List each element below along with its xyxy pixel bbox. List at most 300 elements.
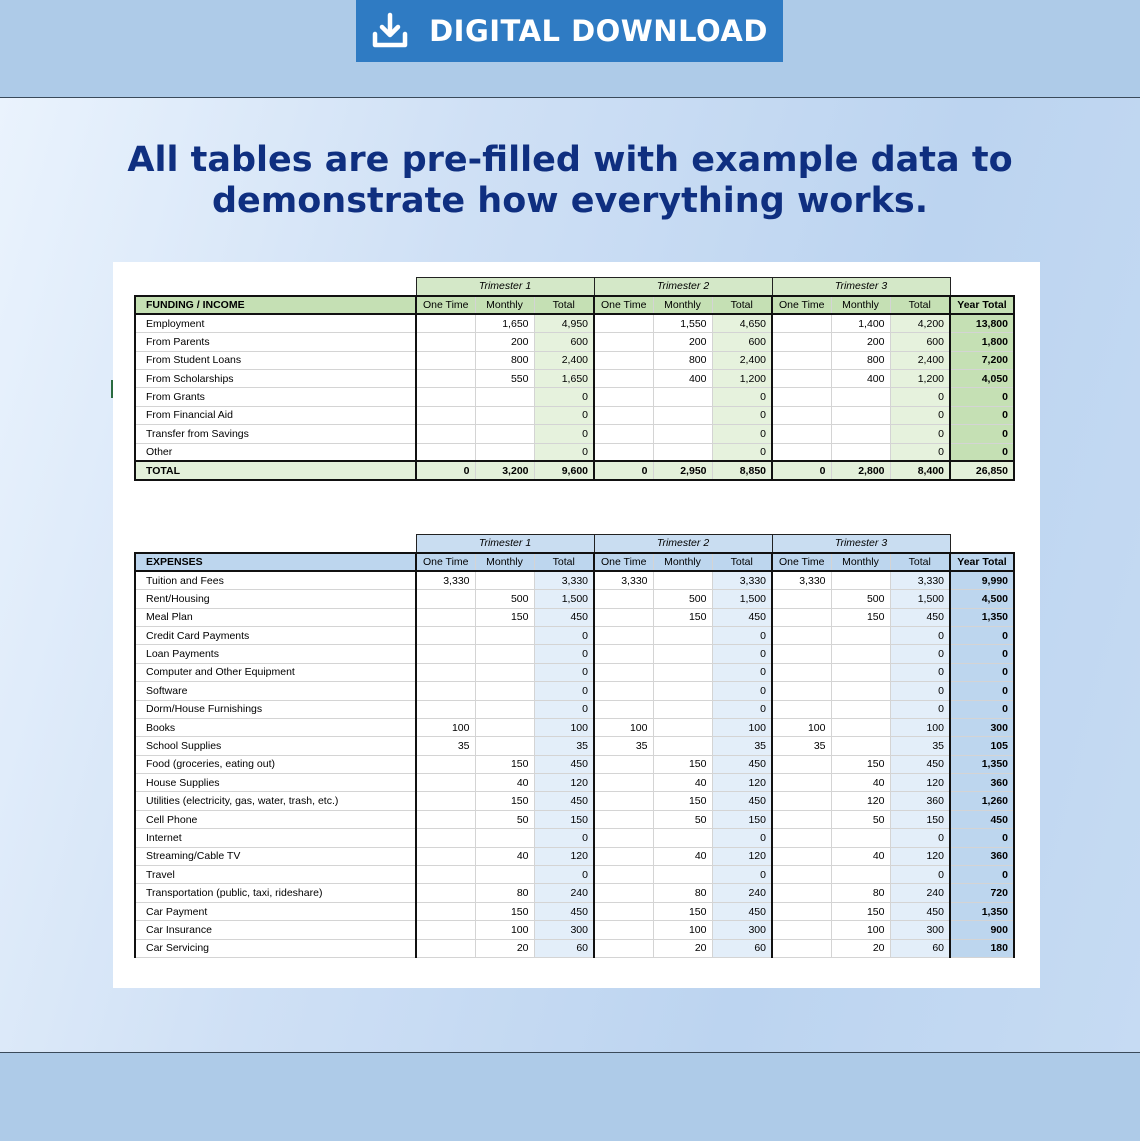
- table-cell[interactable]: [594, 626, 653, 644]
- table-cell[interactable]: [772, 700, 831, 718]
- table-cell[interactable]: 150: [475, 608, 534, 626]
- table-row: [135, 774, 1014, 792]
- table-cell[interactable]: 500: [653, 590, 712, 608]
- table-cell[interactable]: [594, 700, 653, 718]
- table-cell[interactable]: [475, 425, 534, 443]
- table-cell[interactable]: 100: [594, 718, 653, 736]
- table-cell[interactable]: [416, 443, 475, 461]
- sub-column-header: One Time: [416, 553, 475, 571]
- table-cell[interactable]: 2,400: [534, 351, 594, 369]
- table-cell[interactable]: 500: [831, 590, 890, 608]
- table-cell[interactable]: [831, 737, 890, 755]
- year-total-header: Year Total: [950, 553, 1014, 571]
- table-cell[interactable]: [772, 425, 831, 443]
- table-cell[interactable]: [772, 388, 831, 406]
- table-cell[interactable]: [772, 829, 831, 847]
- table-cell[interactable]: [475, 829, 534, 847]
- table-cell[interactable]: 200: [653, 333, 712, 351]
- table-cell[interactable]: 150: [475, 755, 534, 773]
- period-header: Trimester 3: [772, 278, 950, 296]
- table-row: [135, 884, 1014, 902]
- table-cell[interactable]: [653, 866, 712, 884]
- table-cell[interactable]: [831, 645, 890, 663]
- row-label: From Scholarships: [135, 369, 416, 387]
- table-cell[interactable]: [594, 425, 653, 443]
- table-cell[interactable]: 120: [890, 847, 950, 865]
- table-cell[interactable]: 0: [712, 388, 772, 406]
- table-cell[interactable]: [594, 369, 653, 387]
- table-cell[interactable]: [594, 406, 653, 424]
- table-cell[interactable]: 4,950: [534, 314, 594, 332]
- table-cell[interactable]: [475, 443, 534, 461]
- table-cell[interactable]: 100: [772, 718, 831, 736]
- table-cell[interactable]: [416, 700, 475, 718]
- table-cell[interactable]: [653, 571, 712, 589]
- table-row: [135, 737, 1014, 755]
- row-label: Travel: [135, 866, 416, 884]
- table-cell[interactable]: [594, 921, 653, 939]
- table-cell[interactable]: [416, 645, 475, 663]
- table-cell[interactable]: [831, 626, 890, 644]
- table-cell[interactable]: [772, 682, 831, 700]
- table-cell[interactable]: 150: [653, 792, 712, 810]
- table-cell[interactable]: 3,330: [594, 571, 653, 589]
- sub-column-header: Total: [890, 296, 950, 314]
- table-cell[interactable]: 240: [890, 884, 950, 902]
- table-cell[interactable]: 150: [534, 810, 594, 828]
- table-cell[interactable]: [594, 351, 653, 369]
- table-cell[interactable]: 40: [653, 847, 712, 865]
- table-cell[interactable]: 80: [653, 884, 712, 902]
- table-row: [135, 847, 1014, 865]
- table-cell[interactable]: 0: [712, 645, 772, 663]
- table-cell[interactable]: 1,200: [712, 369, 772, 387]
- table-cell[interactable]: 50: [831, 810, 890, 828]
- expenses-table: [134, 534, 1015, 958]
- table-cell[interactable]: [772, 369, 831, 387]
- table-cell[interactable]: [416, 884, 475, 902]
- table-cell[interactable]: [594, 645, 653, 663]
- table-cell[interactable]: 1,500: [890, 590, 950, 608]
- table-cell[interactable]: 0: [534, 663, 594, 681]
- table-cell[interactable]: 100: [475, 921, 534, 939]
- table-cell[interactable]: [475, 663, 534, 681]
- table-cell[interactable]: [831, 829, 890, 847]
- table-cell[interactable]: [594, 829, 653, 847]
- table-cell[interactable]: [416, 406, 475, 424]
- table-cell[interactable]: [772, 333, 831, 351]
- table-cell[interactable]: 0: [712, 406, 772, 424]
- table-cell[interactable]: 0: [890, 663, 950, 681]
- table-cell[interactable]: 500: [475, 590, 534, 608]
- table-cell[interactable]: 1,650: [475, 314, 534, 332]
- table-cell[interactable]: [416, 590, 475, 608]
- year-total-cell: 900: [950, 921, 1014, 939]
- table-cell[interactable]: 300: [534, 921, 594, 939]
- table-row: [135, 755, 1014, 773]
- table-cell[interactable]: 150: [653, 608, 712, 626]
- table-cell[interactable]: 450: [534, 902, 594, 920]
- table-cell[interactable]: [831, 718, 890, 736]
- table-cell[interactable]: [772, 774, 831, 792]
- table-cell[interactable]: 200: [475, 333, 534, 351]
- table-cell[interactable]: 40: [475, 847, 534, 865]
- table-cell[interactable]: 120: [831, 792, 890, 810]
- table-cell[interactable]: [594, 663, 653, 681]
- table-cell[interactable]: [653, 645, 712, 663]
- year-total-cell: 9,990: [950, 571, 1014, 589]
- table-cell[interactable]: 120: [890, 774, 950, 792]
- table-cell[interactable]: 0: [890, 388, 950, 406]
- table-cell[interactable]: [416, 939, 475, 957]
- table-cell[interactable]: 400: [831, 369, 890, 387]
- table-cell[interactable]: 450: [890, 755, 950, 773]
- table-cell[interactable]: 0: [890, 626, 950, 644]
- table-cell[interactable]: 1,400: [831, 314, 890, 332]
- table-cell[interactable]: 550: [475, 369, 534, 387]
- table-cell[interactable]: 450: [712, 902, 772, 920]
- table-row: [135, 443, 1014, 461]
- table-row: [135, 810, 1014, 828]
- table-cell[interactable]: 1,650: [534, 369, 594, 387]
- year-total-cell: 0: [950, 829, 1014, 847]
- table-cell[interactable]: [772, 645, 831, 663]
- table-cell[interactable]: [772, 590, 831, 608]
- table-cell[interactable]: 60: [712, 939, 772, 957]
- table-cell[interactable]: 0: [890, 425, 950, 443]
- table-cell[interactable]: 100: [653, 921, 712, 939]
- table-cell[interactable]: [594, 590, 653, 608]
- table-cell[interactable]: [594, 884, 653, 902]
- table-cell[interactable]: [831, 406, 890, 424]
- table-cell[interactable]: 0: [890, 406, 950, 424]
- table-cell[interactable]: 60: [534, 939, 594, 957]
- table-cell[interactable]: [416, 866, 475, 884]
- table-cell[interactable]: [416, 608, 475, 626]
- table-cell[interactable]: [475, 571, 534, 589]
- table-cell[interactable]: [416, 682, 475, 700]
- table-cell[interactable]: [416, 351, 475, 369]
- table-cell[interactable]: 4,200: [890, 314, 950, 332]
- table-cell[interactable]: [594, 792, 653, 810]
- table-cell[interactable]: 360: [890, 792, 950, 810]
- table-cell[interactable]: [653, 388, 712, 406]
- table-cell[interactable]: 0: [534, 443, 594, 461]
- table-cell[interactable]: [475, 737, 534, 755]
- table-cell[interactable]: 240: [712, 884, 772, 902]
- table-cell[interactable]: [653, 737, 712, 755]
- table-cell[interactable]: 0: [534, 866, 594, 884]
- table-cell[interactable]: 150: [890, 810, 950, 828]
- table-cell[interactable]: 800: [653, 351, 712, 369]
- digital-download-button[interactable]: [356, 0, 783, 62]
- table-cell[interactable]: 150: [653, 902, 712, 920]
- table-cell[interactable]: 100: [712, 718, 772, 736]
- column-header-row: [135, 553, 1014, 571]
- table-cell[interactable]: 1,500: [712, 590, 772, 608]
- table-cell[interactable]: 150: [475, 792, 534, 810]
- table-cell[interactable]: [772, 792, 831, 810]
- table-cell[interactable]: [772, 443, 831, 461]
- table-cell[interactable]: [831, 682, 890, 700]
- table-cell[interactable]: 600: [712, 333, 772, 351]
- table-cell[interactable]: [772, 663, 831, 681]
- table-cell[interactable]: [416, 333, 475, 351]
- table-cell[interactable]: [594, 682, 653, 700]
- table-cell[interactable]: [653, 663, 712, 681]
- table-cell[interactable]: 120: [712, 847, 772, 865]
- table-cell[interactable]: [594, 866, 653, 884]
- table-cell[interactable]: 2,400: [890, 351, 950, 369]
- table-cell[interactable]: [416, 792, 475, 810]
- table-cell[interactable]: 100: [890, 718, 950, 736]
- table-cell[interactable]: [594, 810, 653, 828]
- table-cell[interactable]: 200: [831, 333, 890, 351]
- table-cell[interactable]: 20: [475, 939, 534, 957]
- table-cell[interactable]: [831, 700, 890, 718]
- table-cell[interactable]: [653, 700, 712, 718]
- table-cell[interactable]: [831, 866, 890, 884]
- table-cell[interactable]: 80: [475, 884, 534, 902]
- table-cell[interactable]: 0: [890, 682, 950, 700]
- blank-cell: [135, 278, 416, 296]
- table-cell[interactable]: [831, 443, 890, 461]
- table-cell[interactable]: 0: [534, 700, 594, 718]
- table-cell[interactable]: [416, 663, 475, 681]
- table-cell[interactable]: 800: [475, 351, 534, 369]
- table-cell[interactable]: 35: [772, 737, 831, 755]
- sub-column-header: Monthly: [831, 296, 890, 314]
- table-cell[interactable]: [594, 755, 653, 773]
- table-row: [135, 866, 1014, 884]
- table-cell[interactable]: [653, 443, 712, 461]
- table-cell[interactable]: [475, 645, 534, 663]
- table-cell[interactable]: [772, 902, 831, 920]
- table-cell[interactable]: 100: [831, 921, 890, 939]
- table-cell[interactable]: [772, 351, 831, 369]
- table-cell[interactable]: [416, 847, 475, 865]
- table-cell[interactable]: [416, 314, 475, 332]
- table-cell[interactable]: 0: [890, 700, 950, 718]
- table-cell[interactable]: 450: [534, 755, 594, 773]
- table-cell[interactable]: 150: [712, 810, 772, 828]
- table-cell[interactable]: 300: [890, 921, 950, 939]
- table-cell[interactable]: 0: [712, 682, 772, 700]
- total-cell: 9,600: [534, 461, 594, 479]
- table-cell[interactable]: 450: [534, 792, 594, 810]
- table-cell[interactable]: [772, 810, 831, 828]
- table-cell[interactable]: [653, 406, 712, 424]
- table-row: [135, 626, 1014, 644]
- table-cell[interactable]: [475, 682, 534, 700]
- table-cell[interactable]: 120: [534, 847, 594, 865]
- table-cell[interactable]: [831, 663, 890, 681]
- table-cell[interactable]: [416, 829, 475, 847]
- table-cell[interactable]: 35: [890, 737, 950, 755]
- table-cell[interactable]: [772, 314, 831, 332]
- table-cell[interactable]: 100: [416, 718, 475, 736]
- table-cell[interactable]: [416, 626, 475, 644]
- table-cell[interactable]: 3,330: [416, 571, 475, 589]
- table-cell[interactable]: 50: [653, 810, 712, 828]
- table-cell[interactable]: [416, 810, 475, 828]
- table-cell[interactable]: 35: [416, 737, 475, 755]
- table-cell[interactable]: [831, 388, 890, 406]
- table-cell[interactable]: [594, 443, 653, 461]
- table-cell[interactable]: 0: [534, 425, 594, 443]
- row-label: Tuition and Fees: [135, 571, 416, 589]
- table-cell[interactable]: 300: [712, 921, 772, 939]
- table-cell[interactable]: 35: [712, 737, 772, 755]
- table-cell[interactable]: 0: [890, 829, 950, 847]
- table-cell[interactable]: 0: [534, 645, 594, 663]
- table-cell[interactable]: 0: [890, 443, 950, 461]
- table-cell[interactable]: 3,330: [772, 571, 831, 589]
- table-row: [135, 314, 1014, 332]
- table-cell[interactable]: [416, 425, 475, 443]
- table-cell[interactable]: 40: [831, 774, 890, 792]
- table-cell[interactable]: [772, 939, 831, 957]
- table-cell[interactable]: 400: [653, 369, 712, 387]
- table-cell[interactable]: 0: [534, 406, 594, 424]
- table-cell[interactable]: [475, 406, 534, 424]
- table-cell[interactable]: [653, 718, 712, 736]
- table-cell[interactable]: 120: [534, 774, 594, 792]
- table-cell[interactable]: 3,330: [890, 571, 950, 589]
- year-total-cell: 105: [950, 737, 1014, 755]
- table-cell[interactable]: [772, 626, 831, 644]
- table-cell[interactable]: [416, 755, 475, 773]
- table-cell[interactable]: [831, 425, 890, 443]
- total-label: TOTAL: [135, 461, 416, 479]
- year-total-cell: 360: [950, 774, 1014, 792]
- table-cell[interactable]: [416, 921, 475, 939]
- grand-total-cell: 26,850: [950, 461, 1014, 479]
- table-cell[interactable]: 3,330: [712, 571, 772, 589]
- table-cell[interactable]: 0: [534, 682, 594, 700]
- table-cell[interactable]: 0: [890, 866, 950, 884]
- table-cell[interactable]: 800: [831, 351, 890, 369]
- table-cell[interactable]: 450: [890, 608, 950, 626]
- table-cell[interactable]: 450: [712, 792, 772, 810]
- table-cell[interactable]: 60: [890, 939, 950, 957]
- table-cell[interactable]: [475, 626, 534, 644]
- row-label: Credit Card Payments: [135, 626, 416, 644]
- table-cell[interactable]: 100: [534, 718, 594, 736]
- table-cell[interactable]: [772, 884, 831, 902]
- table-cell[interactable]: [416, 388, 475, 406]
- row-label: House Supplies: [135, 774, 416, 792]
- table-cell[interactable]: [772, 608, 831, 626]
- table-cell[interactable]: 20: [831, 939, 890, 957]
- table-cell[interactable]: 4,650: [712, 314, 772, 332]
- table-cell[interactable]: [653, 682, 712, 700]
- table-cell[interactable]: 600: [890, 333, 950, 351]
- table-cell[interactable]: [772, 755, 831, 773]
- table-cell[interactable]: 0: [534, 829, 594, 847]
- table-cell[interactable]: [594, 608, 653, 626]
- table-cell[interactable]: [594, 774, 653, 792]
- sub-column-header: Monthly: [831, 553, 890, 571]
- table-cell[interactable]: [594, 902, 653, 920]
- table-cell[interactable]: 240: [534, 884, 594, 902]
- row-label: From Grants: [135, 388, 416, 406]
- table-cell[interactable]: 150: [831, 902, 890, 920]
- table-row: [135, 645, 1014, 663]
- table-cell[interactable]: 0: [712, 663, 772, 681]
- table-cell[interactable]: 1,550: [653, 314, 712, 332]
- year-total-cell: 0: [950, 645, 1014, 663]
- table-cell[interactable]: 0: [712, 866, 772, 884]
- table-cell[interactable]: [594, 939, 653, 957]
- table-cell[interactable]: 0: [712, 443, 772, 461]
- table-cell[interactable]: [475, 718, 534, 736]
- table-cell[interactable]: 150: [831, 608, 890, 626]
- table-cell[interactable]: [416, 902, 475, 920]
- table-cell[interactable]: [772, 921, 831, 939]
- table-cell[interactable]: 0: [534, 626, 594, 644]
- table-cell[interactable]: [416, 369, 475, 387]
- table-cell[interactable]: [772, 866, 831, 884]
- table-cell[interactable]: 150: [475, 902, 534, 920]
- table-cell[interactable]: 2,400: [712, 351, 772, 369]
- table-cell[interactable]: [475, 700, 534, 718]
- table-cell[interactable]: 0: [890, 645, 950, 663]
- table-cell[interactable]: 450: [712, 755, 772, 773]
- table-cell[interactable]: 40: [653, 774, 712, 792]
- table-cell[interactable]: [594, 314, 653, 332]
- table-cell[interactable]: 450: [890, 902, 950, 920]
- table-cell[interactable]: 3,330: [534, 571, 594, 589]
- table-cell[interactable]: [594, 388, 653, 406]
- table-cell[interactable]: 80: [831, 884, 890, 902]
- table-cell[interactable]: [772, 847, 831, 865]
- table-cell[interactable]: 0: [712, 700, 772, 718]
- top-band: [0, 0, 1140, 98]
- row-label: School Supplies: [135, 737, 416, 755]
- table-cell[interactable]: 1,200: [890, 369, 950, 387]
- table-cell[interactable]: 600: [534, 333, 594, 351]
- table-cell[interactable]: 150: [831, 755, 890, 773]
- table-cell[interactable]: 0: [712, 626, 772, 644]
- table-cell[interactable]: [475, 866, 534, 884]
- table-cell[interactable]: [653, 425, 712, 443]
- table-cell[interactable]: 0: [534, 388, 594, 406]
- table-cell[interactable]: 450: [534, 608, 594, 626]
- table-cell[interactable]: [416, 774, 475, 792]
- table-cell[interactable]: [594, 333, 653, 351]
- table-cell[interactable]: [831, 571, 890, 589]
- table-cell[interactable]: 1,500: [534, 590, 594, 608]
- table-cell[interactable]: [653, 829, 712, 847]
- table-cell[interactable]: 35: [534, 737, 594, 755]
- table-cell[interactable]: 40: [475, 774, 534, 792]
- table-cell[interactable]: 35: [594, 737, 653, 755]
- table-cell[interactable]: 50: [475, 810, 534, 828]
- table-cell[interactable]: 150: [653, 755, 712, 773]
- table-cell[interactable]: 0: [712, 425, 772, 443]
- table-cell[interactable]: [475, 388, 534, 406]
- table-row: [135, 829, 1014, 847]
- table-cell[interactable]: [653, 626, 712, 644]
- table-cell[interactable]: [594, 847, 653, 865]
- table-cell[interactable]: 120: [712, 774, 772, 792]
- table-cell[interactable]: 450: [712, 608, 772, 626]
- table-cell[interactable]: 40: [831, 847, 890, 865]
- table-cell[interactable]: [772, 406, 831, 424]
- table-cell[interactable]: 20: [653, 939, 712, 957]
- table-cell[interactable]: 0: [712, 829, 772, 847]
